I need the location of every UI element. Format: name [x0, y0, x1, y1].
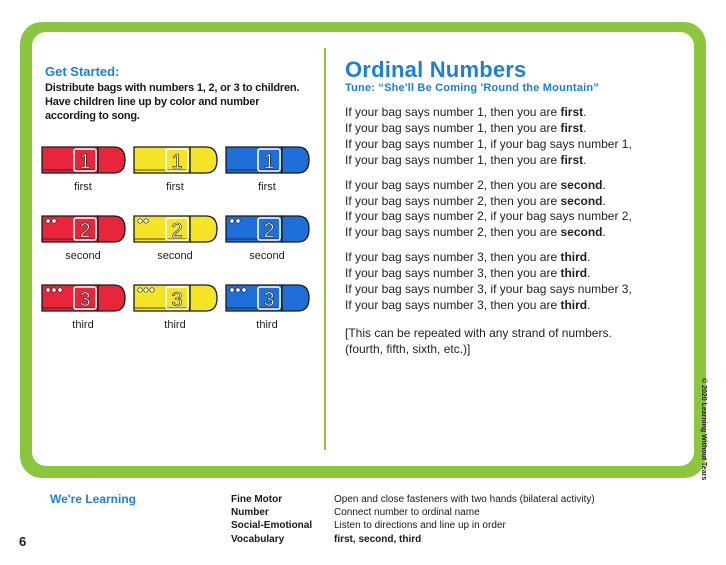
blue-bag-icon: [224, 141, 310, 179]
bag-row: [40, 279, 310, 331]
song-line: If your bag says number 3, then you are third.: [345, 266, 591, 281]
bag-item: [40, 279, 126, 331]
learning-category: Social-Emotional: [231, 520, 313, 532]
bag-row: [40, 210, 310, 262]
song-line: If your bag says number 1, then you are first.: [345, 120, 587, 135]
learning-row: [231, 506, 634, 519]
learning-description: Connect number to ordinal name: [334, 507, 480, 519]
song-note: [345, 326, 685, 358]
song-line: If your bag says number 2, if your bag says number 2,: [345, 209, 632, 224]
bag-number: 1: [171, 151, 183, 173]
bag-label: first: [258, 181, 276, 193]
song-line: If your bag says number 1, then you are first.: [345, 105, 587, 119]
bag-number: 2: [79, 220, 91, 242]
song-line: If your bag says number 2, then you are second.: [345, 193, 606, 208]
bag-number: 2: [171, 220, 183, 242]
bag-label: third: [256, 319, 278, 331]
blue-bag-icon: [224, 210, 310, 248]
red-bag-icon: [40, 279, 126, 317]
bag-number: 2: [263, 220, 275, 242]
song-verse: [345, 250, 685, 314]
column-divider: [324, 48, 326, 450]
bag-label: second: [249, 250, 285, 262]
song-verse: [345, 178, 685, 242]
learning-description: first, second, third: [334, 533, 422, 545]
bag-item: [132, 141, 218, 193]
bag-item: [40, 210, 126, 262]
copyright-notice: © 2020 Learning Without Tears: [700, 378, 707, 481]
learning-category: Number: [231, 507, 269, 519]
bag-number: 3: [263, 289, 275, 311]
song-note-line: [This can be repeated with any strand of numbers.: [345, 325, 612, 340]
bag-number: 1: [79, 151, 91, 173]
blue-bag-icon: [224, 279, 310, 317]
bag-label: third: [72, 319, 94, 331]
red-bag-icon: [40, 141, 126, 179]
learning-category: Vocabulary: [231, 533, 285, 545]
learning-row: [231, 493, 634, 506]
bag-number: 3: [171, 289, 183, 311]
yellow-bag-icon: [132, 279, 218, 317]
song-line: If your bag says number 2, then you are second.: [345, 177, 606, 192]
red-bag-icon: [40, 210, 126, 248]
bag-label: third: [164, 319, 186, 331]
song-lyrics: [345, 105, 685, 358]
bag-number: 3: [79, 289, 91, 311]
song-line: If your bag says number 3, then you are third.: [345, 297, 591, 312]
yellow-bag-icon: [132, 141, 218, 179]
bag-item: [224, 279, 310, 331]
get-started-text: Distribute bags with numbers 1, 2, or 3 to children. Have children line up by color and number according to song.: [45, 82, 300, 122]
bag-item: [40, 141, 126, 193]
learning-row: [231, 533, 634, 546]
song-tune: Tune: “She'll Be Coming 'Round the Mountain”: [345, 82, 599, 94]
get-started-title: Get Started:: [45, 64, 120, 79]
song-line: If your bag says number 1, then you are first.: [345, 152, 587, 167]
bag-item: [224, 210, 310, 262]
bag-label: second: [157, 250, 193, 262]
song-note-line: (fourth, fifth, sixth, etc.)]: [345, 341, 471, 356]
learning-title: We're Learning: [50, 492, 136, 506]
bag-item: [132, 279, 218, 331]
bag-item: [132, 210, 218, 262]
learning-description: Listen to directions and line up in order: [334, 520, 506, 532]
song-line: If your bag says number 2, then you are second.: [345, 225, 606, 240]
song-title: Ordinal Numbers: [345, 57, 527, 82]
yellow-bag-icon: [132, 210, 218, 248]
learning-row: [231, 519, 634, 532]
bag-label: first: [74, 181, 92, 193]
song-line: If your bag says number 3, if your bag says number 3,: [345, 282, 632, 297]
bag-label: second: [65, 250, 101, 262]
bag-row: [40, 141, 310, 193]
page-number: 6: [19, 534, 27, 549]
bag-label: first: [166, 181, 184, 193]
song-verse: [345, 105, 685, 169]
learning-description: Open and close fasteners with two hands (bilateral activity): [334, 494, 595, 505]
bag-item: [224, 141, 310, 193]
learning-category: Fine Motor: [231, 494, 283, 505]
song-line: If your bag says number 3, then you are third.: [345, 250, 591, 265]
bag-grid: [40, 141, 310, 348]
bag-number: 1: [263, 151, 275, 173]
song-line: If your bag says number 1, if your bag says number 1,: [345, 136, 632, 151]
learning-table: [231, 493, 634, 546]
